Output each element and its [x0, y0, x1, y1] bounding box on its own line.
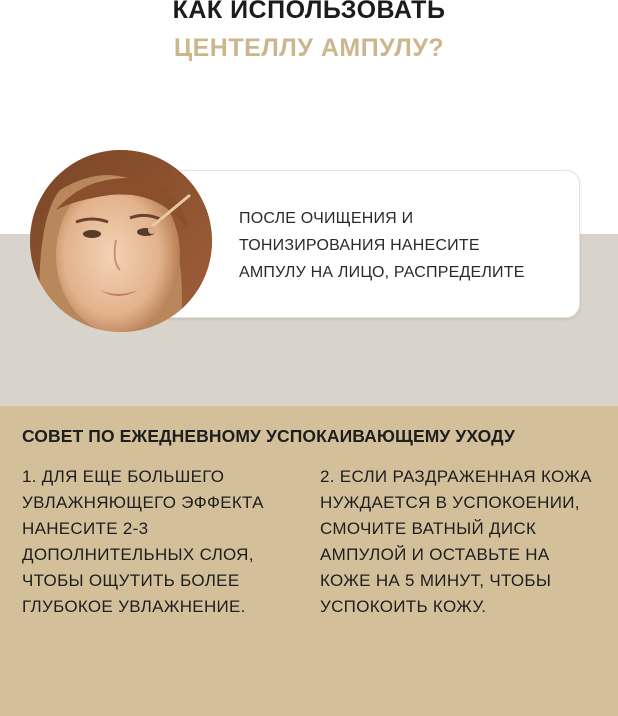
model-portrait-image — [30, 150, 212, 332]
tip-line: УСПОКОИТЬ КОЖУ. — [320, 597, 487, 616]
tip-item-1 — [22, 464, 302, 620]
page-title-line-2: ЦЕНТЕЛЛУ АМПУЛУ? — [173, 34, 445, 62]
instruction-line: ПОСЛЕ ОЧИЩЕНИЯ И — [239, 210, 414, 227]
tip-line: ДОПОЛНИТЕЛЬНЫХ СЛОЯ, — [22, 545, 254, 564]
tip-line: НУЖДАЕТСЯ В УСПОКОЕНИИ, — [320, 493, 580, 512]
tip-line: ЧТОБЫ ОЩУТИТЬ БОЛЕЕ — [22, 571, 240, 590]
tip-line: 2. ЕСЛИ РАЗДРАЖЕННАЯ КОЖА — [320, 467, 592, 486]
instruction-line: АМПУЛУ НА ЛИЦО, РАСПРЕДЕЛИТЕ — [239, 264, 525, 281]
instruction-text — [239, 205, 569, 286]
instruction-line: ТОНИЗИРОВАНИЯ НАНЕСИТЕ — [239, 237, 480, 254]
tip-line: СМОЧИТЕ ВАТНЫЙ ДИСК — [320, 519, 537, 538]
tip-line: АМПУЛОЙ И ОСТАВЬТЕ НА — [320, 545, 550, 564]
tip-line: КОЖЕ НА 5 МИНУТ, ЧТОБЫ — [320, 571, 552, 590]
page-title-line-1: КАК ИСПОЛЬЗОВАТЬ — [172, 0, 446, 24]
tips-heading: СОВЕТ ПО ЕЖЕДНЕВНОМУ УСПОКАИВАЮЩЕМУ УХОДУ — [22, 426, 515, 446]
tip-item-2 — [320, 464, 610, 620]
tip-line: 1. ДЛЯ ЕЩЕ БОЛЬШЕГО — [22, 467, 225, 486]
tip-line: НАНЕСИТЕ 2-3 — [22, 519, 149, 538]
tip-line: ГЛУБОКОЕ УВЛАЖНЕНИЕ. — [22, 597, 246, 616]
tip-line: УВЛАЖНЯЮЩЕГО ЭФФЕКТА — [22, 493, 264, 512]
